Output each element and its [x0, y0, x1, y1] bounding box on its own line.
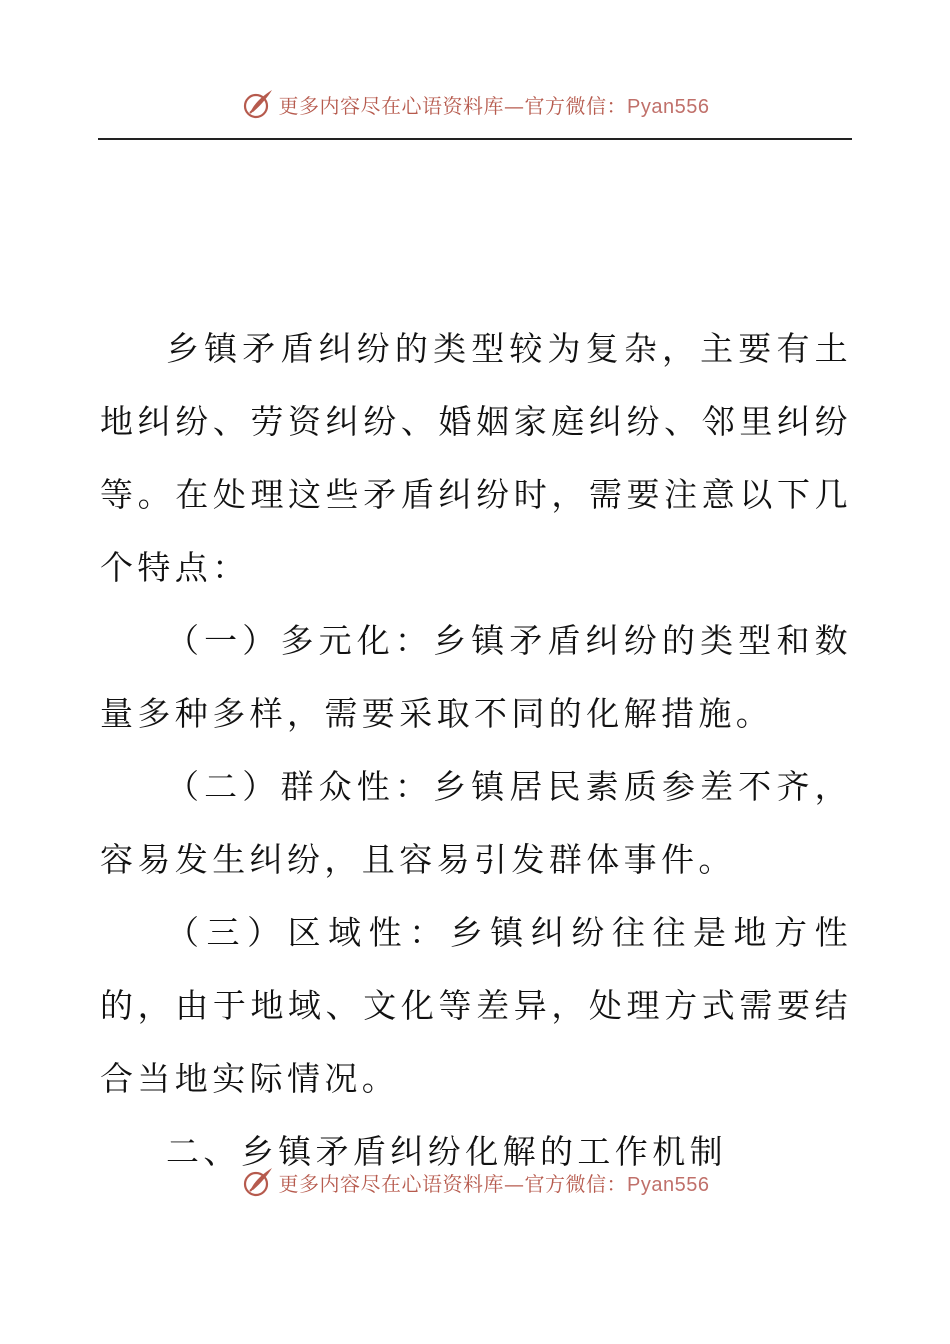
- section-heading-2: 二、乡镇矛盾纠纷化解的工作机制: [166, 1132, 727, 1171]
- quill-pen-logo-icon: [241, 1165, 275, 1199]
- footer-banner-wechat-id: Pyan556: [627, 1173, 710, 1196]
- header-banner-cn: 更多内容尽在心语资料库—官方微信：: [278, 93, 628, 118]
- document-body: [100, 312, 852, 1188]
- paragraph-point-1: （一）多元化：乡镇矛盾纠纷的类型和数量多种多样，需要采取不同的化解措施。: [100, 621, 852, 733]
- paragraph-intro: 乡镇矛盾纠纷的类型较为复杂，主要有土地纠纷、劳资纠纷、婚姻家庭纠纷、邻里纠纷等。在处理这些矛盾纠纷时，需要注意以下几个特点：: [100, 329, 852, 587]
- paragraph-point-3: （三）区域性：乡镇纠纷往往是地方性的，由于地域、文化等差异，处理方式需要结合当地实际情况。: [100, 913, 852, 1098]
- footer-banner-text: [279, 1168, 710, 1197]
- header-banner-wechat-id: Pyan556: [627, 95, 710, 118]
- header-banner-text: [279, 90, 710, 119]
- quill-pen-logo-icon: [241, 87, 275, 121]
- header-divider: [98, 138, 852, 140]
- footer-banner: [0, 1162, 950, 1202]
- header-banner: [0, 84, 950, 124]
- paragraph-point-2: （二）群众性：乡镇居民素质参差不齐，容易发生纠纷，且容易引发群体事件。: [100, 767, 852, 879]
- footer-banner-cn: 更多内容尽在心语资料库—官方微信：: [278, 1171, 628, 1196]
